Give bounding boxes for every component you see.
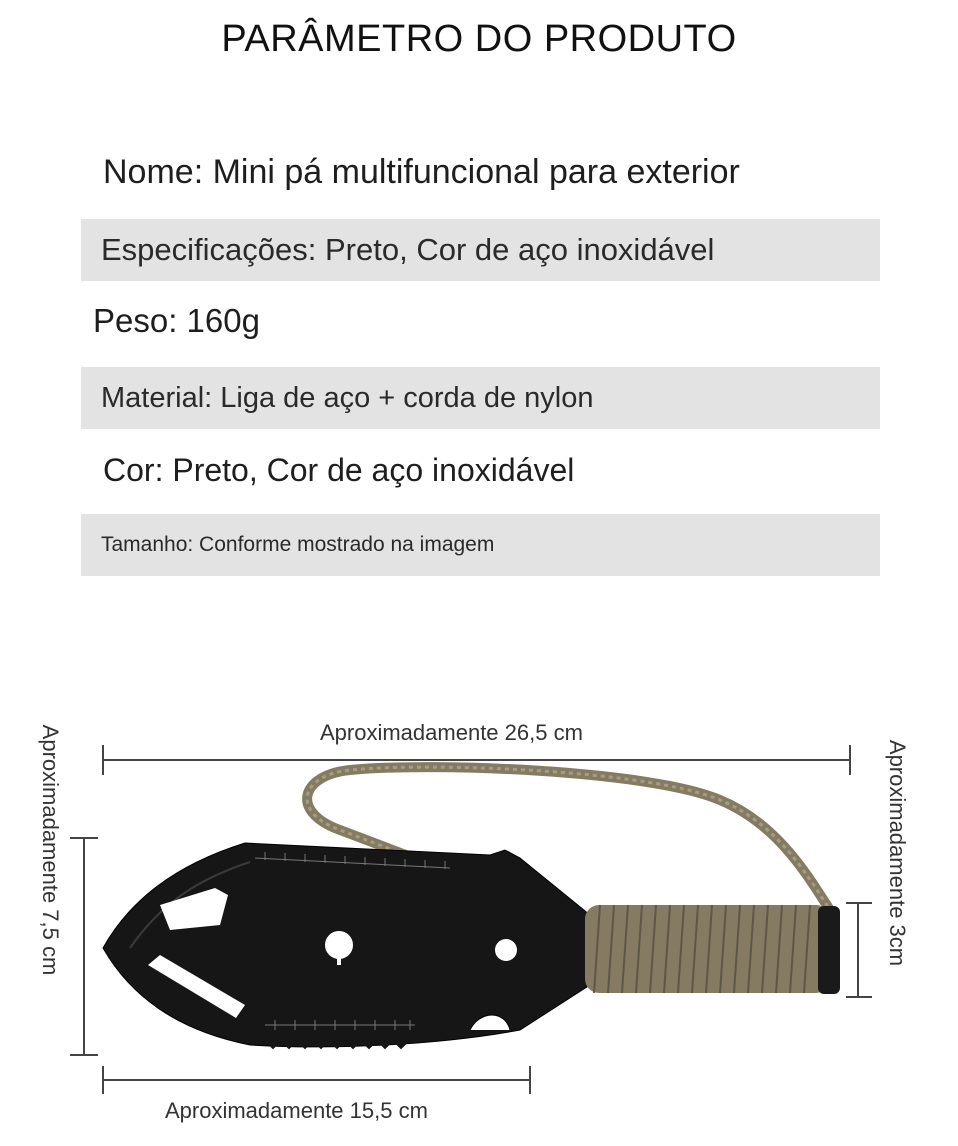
handle-end-cap [818,906,840,994]
param-tamanho: Tamanho: Conforme mostrado na imagem [101,533,495,556]
serrated-edge [265,1040,409,1048]
param-cor: Cor: Preto, Cor de aço inoxidável [103,451,575,488]
label-handle-diameter: Aproximadamente 3cm [885,739,910,967]
param-especificacoes: Especificações: Preto, Cor de aço inoxidável [101,232,715,267]
label-blade-width: Aproximadamente 7,5 cm [38,724,63,976]
param-material: Material: Liga de aço + corda de nylon [101,381,594,414]
label-total-length: Aproximadamente 26,5 cm [320,720,583,745]
label-blade-length: Aproximadamente 15,5 cm [165,1098,428,1123]
page-title: PARÂMETRO DO PRODUTO [221,18,737,60]
param-nome: Nome: Mini pá multifuncional para exterior [103,152,740,191]
param-peso: Peso: 160g [93,302,260,339]
round-hole [495,939,517,961]
